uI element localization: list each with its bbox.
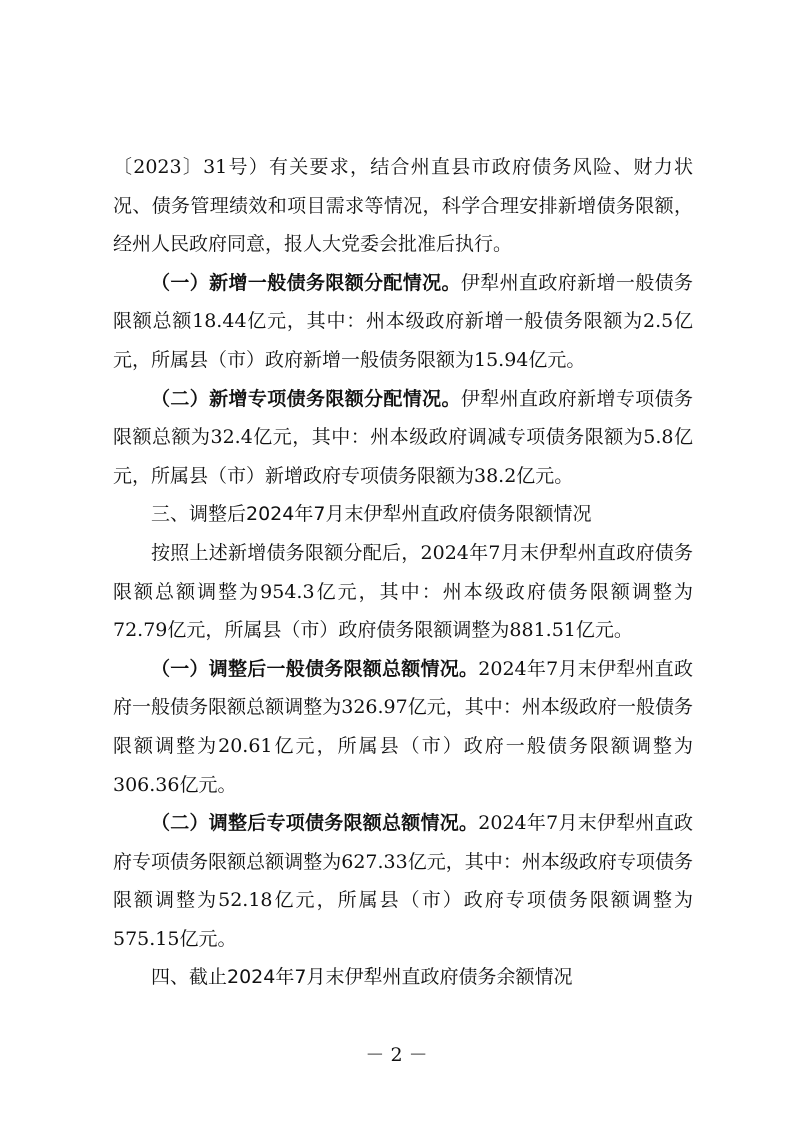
paragraph-adjusted-general-debt [113,650,693,804]
paragraph-new-general-debt [113,264,693,380]
section-heading-4: 四、截止2024年7月末伊犁州直政府债务余额情况 [151,966,573,989]
paragraph-text: 2024年7月末伊犁州直政府专项债务限额总额调整为627.33亿元，其中：州本级政府专项债务限额调整为52.18亿元，所属县（市）政府专项债务限额调整为575.15亿元。 [113,812,693,950]
section-title-adjusted-special-debt: （二）调整后专项债务限额总额情况。 [151,812,479,835]
paragraph-text: 伊犁州直政府新增一般债务限额总额18.44亿元，其中：州本级政府新增一般债务限额为2.5亿元，所属县（市）政府新增一般债务限额为15.94亿元。 [113,271,693,371]
paragraph-text: 伊犁州直政府新增专项债务限额总额为32.4亿元，其中：州本级政府调减专项债务限额为5.8亿元，所属县（市）新增政府专项债务限额为38.2亿元。 [113,387,693,487]
paragraph-new-special-debt [113,380,693,496]
page-number: － 2 － [365,1044,428,1066]
paragraph-adjusted-special-debt [113,804,693,958]
paragraph-adjusted-total: 按照上述新增债务限额分配后，2024年7月末伊犁州直政府债务限额总额调整为954.3亿元，其中：州本级政府债务限额调整为72.79亿元，所属县（市）政府债务限额调整为881.51亿元。 [113,541,693,642]
section-title-new-special-debt: （二）新增专项债务限额分配情况。 [151,387,461,410]
section-heading-3: 三、调整后2024年7月末伊犁州直政府债务限额情况 [151,503,592,526]
section-title-new-general-debt: （一）新增一般债务限额分配情况。 [151,271,461,294]
paragraph-text: 2024年7月末伊犁州直政府一般债务限额总额调整为326.97亿元，其中：州本级政府一般债务限额调整为20.61亿元，所属县（市）政府一般债务限额调整为306.36亿元。 [113,657,693,796]
paragraph-continuation: 〔2023〕31号）有关要求，结合州直县市政府债务风险、财力状况、债务管理绩效和项目需求等情况，科学合理安排新增债务限额，经州人民政府同意，报人大党委会批准后执行。 [113,156,693,256]
section-title-adjusted-general-debt: （一）调整后一般债务限额总额情况。 [151,657,479,680]
document-body [113,148,693,997]
